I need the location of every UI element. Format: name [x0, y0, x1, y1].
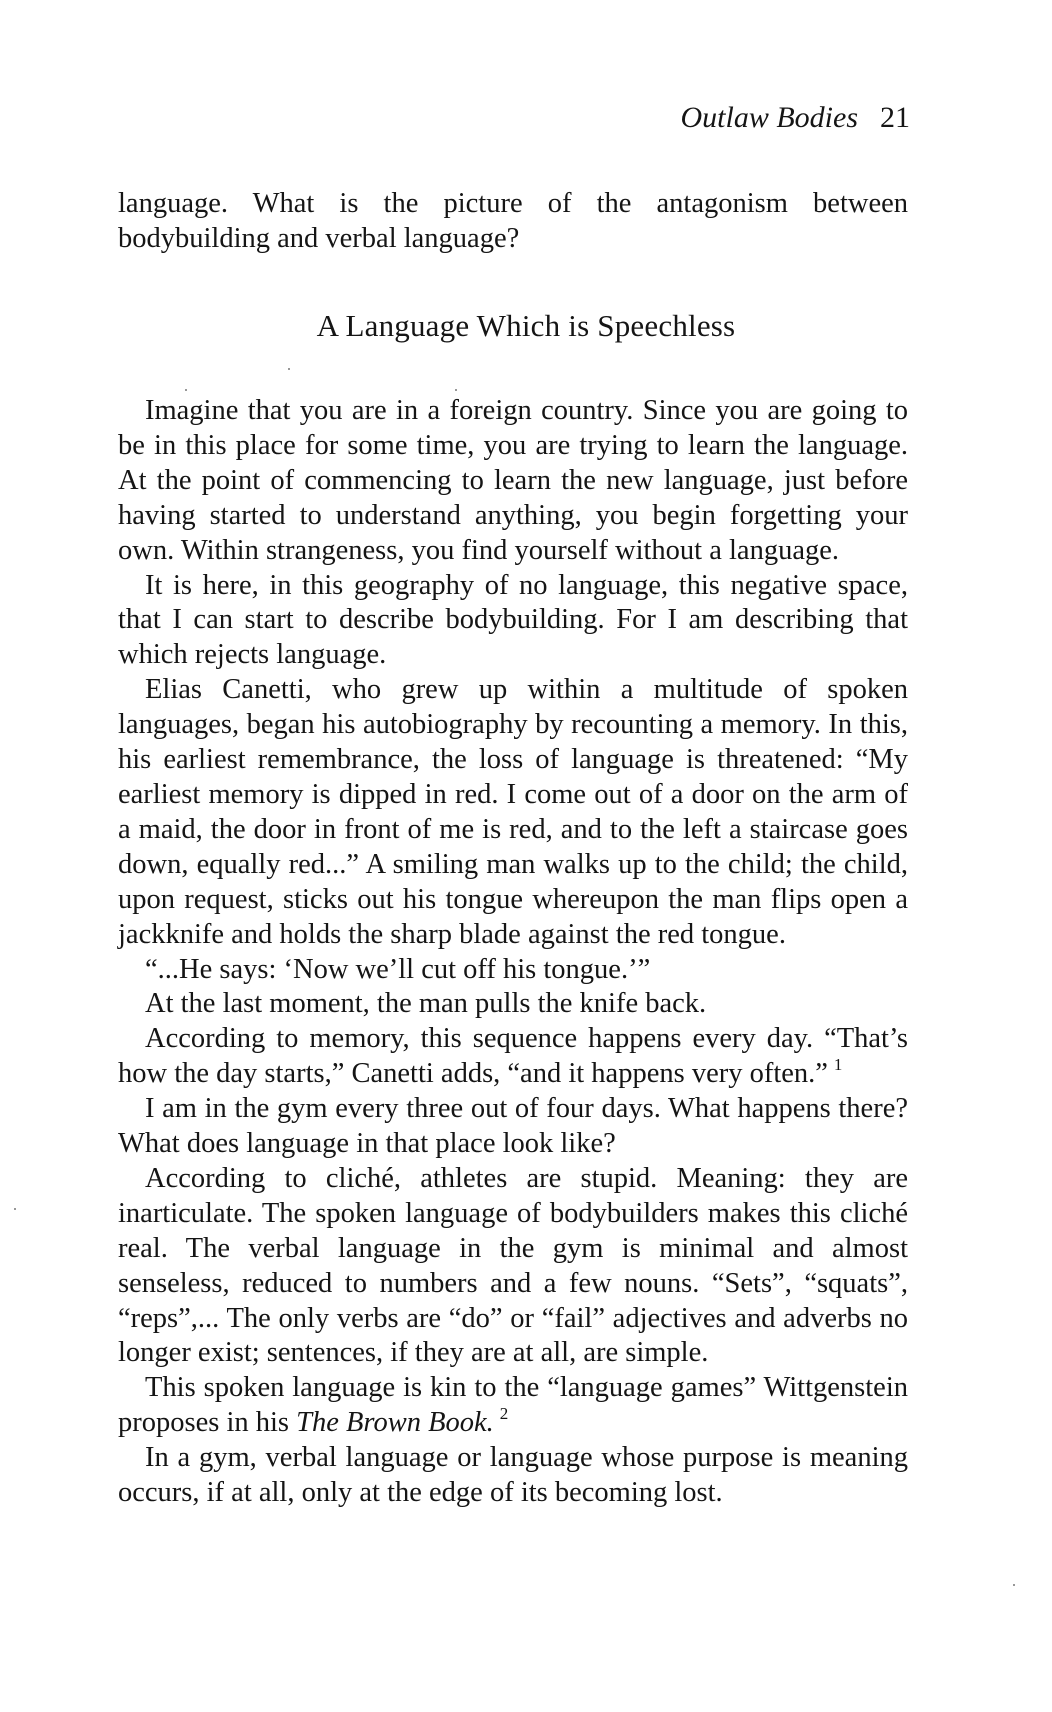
footnote-marker: 1 [833, 1055, 843, 1075]
intro-paragraph: language. What is the picture of the antagonism between bodybuilding and verbal language? [118, 188, 908, 254]
body-text [118, 394, 908, 1511]
scan-speck [1013, 1584, 1015, 1586]
paragraph: Elias Canetti, who grew up within a multitude of spoken languages, began his autobiography by recounting a memory. In this, his earliest remembrance, the loss of language is threatened: “My earliest memory is dipped in red. I come out of a door on the arm of a maid, the door in front of me is red, and to the left a staircase goes down, equally red...” A smiling man walks up to the child; the child, upon request, sticks out his tongue whereupon the man flips open a jackknife and holds the sharp blade against the red tongue. [118, 674, 908, 950]
paragraph: It is here, in this geography of no language, this negative space, that I can start to describe bodybuilding. For I am describing that which rejects language. [118, 569, 908, 671]
scan-speck [455, 389, 457, 391]
running-title: Outlaw Bodies [680, 101, 858, 134]
paragraph [118, 1022, 908, 1092]
scan-speck [185, 389, 187, 391]
footnote-marker: 2 [499, 1404, 509, 1424]
paragraph: At the last moment, the man pulls the knife back. [145, 988, 707, 1020]
paragraph: “...He says: ‘Now we’ll cut off his tongue.’” [145, 953, 651, 985]
scan-speck [288, 368, 290, 370]
paragraph-text: This spoken language is kin to the “language games” Wittgenstein proposes in his [118, 1372, 908, 1439]
running-header [681, 100, 911, 136]
intro-text [118, 187, 908, 257]
paragraph: According to cliché, athletes are stupid. Meaning: they are inarticulate. The spoken language of bodybuilders makes this cliché real. The verbal language in the gym is minimal and almost senseless, reduced to numbers and a few nouns. “Sets”, “squats”, “reps”,... The only verbs are “do” or “fail” adjectives and adverbs no longer exist; sentences, if they are at all, are simple. [118, 1162, 908, 1369]
section-heading: A Language Which is Speechless [316, 308, 736, 343]
paragraph: In a gym, verbal language or language whose purpose is meaning occurs, if at all, only at the edge of its becoming lost. [118, 1442, 908, 1509]
paragraph: Imagine that you are in a foreign country. Since you are going to be in this place for some time, you are trying to learn the language. At the point of commencing to learn the new language, just before having started to understand anything, you begin forgetting your own. Within strangeness, you find yourself without a language. [118, 395, 908, 566]
scan-speck [14, 1208, 16, 1210]
book-title: The Brown Book. [296, 1407, 494, 1439]
paragraph-text: According to memory, this sequence happens every day. “That’s how the day starts,” Canetti adds, “and it happens very often.” [118, 1023, 908, 1090]
paragraph [118, 1371, 908, 1441]
paragraph: I am in the gym every three out of four days. What happens there? What does language in that place look like? [118, 1093, 908, 1160]
page-number: 21 [880, 101, 910, 134]
